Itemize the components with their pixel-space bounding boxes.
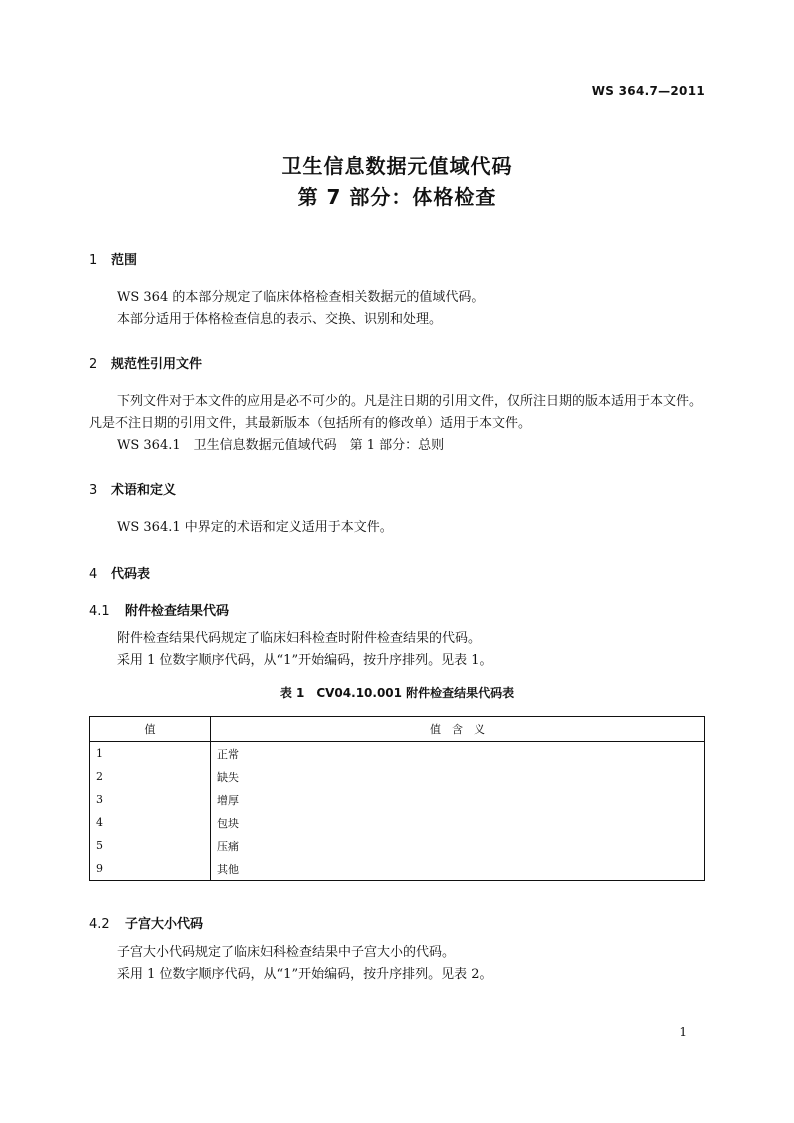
page-number: 1 (679, 1025, 687, 1039)
section-title: 附件检查结果代码 (125, 604, 230, 619)
paragraph: WS 364.1 中界定的术语和定义适用于本文件。 (117, 520, 393, 535)
section-heading-uterus-size-code (89, 913, 203, 932)
section-title: 范围 (111, 253, 138, 268)
table-cell-meaning: 其他 (211, 857, 705, 881)
paragraph: 采用 1 位数字顺序代码，从“1”开始编码，按升序排列。见表 1。 (117, 653, 493, 668)
paragraph: 下列文件对于本文件的应用是必不可少的。凡是注日期的引用文件，仅所注日期的版本适用于本文件。凡是不注日期的引用文件，其最新版本（包括所有的修改单）适用于本文件。 (89, 394, 703, 431)
document-title-line1: 卫生信息数据元值域代码 (281, 154, 513, 178)
table-header-row (90, 717, 705, 742)
section-title: 术语和定义 (111, 483, 177, 498)
section-body-scope (89, 287, 705, 331)
table-row (90, 834, 705, 857)
table-caption: 表 1 CV04.10.001 附件检查结果代码表 (279, 686, 515, 700)
section-heading-terms (89, 479, 176, 498)
section-heading-code-tables (89, 563, 150, 582)
table-row (90, 765, 705, 788)
paragraph: 本部分适用于体格检查信息的表示、交换、识别和处理。 (117, 312, 443, 327)
section-body-adnexa-result-code (89, 628, 705, 672)
section-number: 2 (89, 357, 98, 372)
paragraph: WS 364.1 卫生信息数据元值域代码 第 1 部分：总则 (117, 438, 445, 453)
table-row (90, 857, 705, 881)
section-number: 4 (89, 567, 98, 582)
table-cell-meaning: 增厚 (211, 788, 705, 811)
code-table (89, 716, 705, 881)
section-number: 1 (89, 253, 98, 268)
table-cell-meaning: 缺失 (211, 765, 705, 788)
section-heading-adnexa-result-code (89, 600, 229, 619)
section-title: 代码表 (111, 567, 151, 582)
section-body-normative-references (89, 391, 705, 457)
document-title-line2: 第 7 部分：体格检查 (297, 185, 497, 209)
table-header-meaning: 值 含 义 (211, 717, 705, 742)
paragraph: 附件检查结果代码规定了临床妇科检查时附件检查结果的代码。 (117, 631, 482, 646)
table-cell-meaning: 压痛 (211, 834, 705, 857)
section-title: 规范性引用文件 (111, 357, 203, 372)
paragraph: 子宫大小代码规定了临床妇科检查结果中子宫大小的代码。 (117, 945, 456, 960)
section-body-terms (89, 517, 705, 539)
table-cell-value: 1 (90, 742, 211, 766)
table-row (90, 811, 705, 834)
paragraph: 采用 1 位数字顺序代码，从“1”开始编码，按升序排列。见表 2。 (117, 967, 493, 982)
standard-code: WS 364.7—2011 (591, 84, 705, 98)
section-title: 子宫大小代码 (125, 917, 204, 932)
table-cell-value: 9 (90, 857, 211, 881)
section-body-uterus-size-code (89, 942, 705, 986)
table-cell-meaning: 包块 (211, 811, 705, 834)
table-cell-meaning: 正常 (211, 742, 705, 766)
table-row (90, 788, 705, 811)
section-heading-normative-references (89, 353, 202, 372)
table-row (90, 742, 705, 766)
section-number: 4.2 (89, 917, 110, 932)
table-cell-value: 3 (90, 788, 211, 811)
section-number: 3 (89, 483, 98, 498)
section-heading-scope (89, 249, 137, 268)
table-cell-value: 4 (90, 811, 211, 834)
paragraph: WS 364 的本部分规定了临床体格检查相关数据元的值域代码。 (117, 290, 485, 305)
table-cell-value: 2 (90, 765, 211, 788)
section-number: 4.1 (89, 604, 110, 619)
table-cell-value: 5 (90, 834, 211, 857)
table-header-value: 值 (90, 717, 211, 742)
